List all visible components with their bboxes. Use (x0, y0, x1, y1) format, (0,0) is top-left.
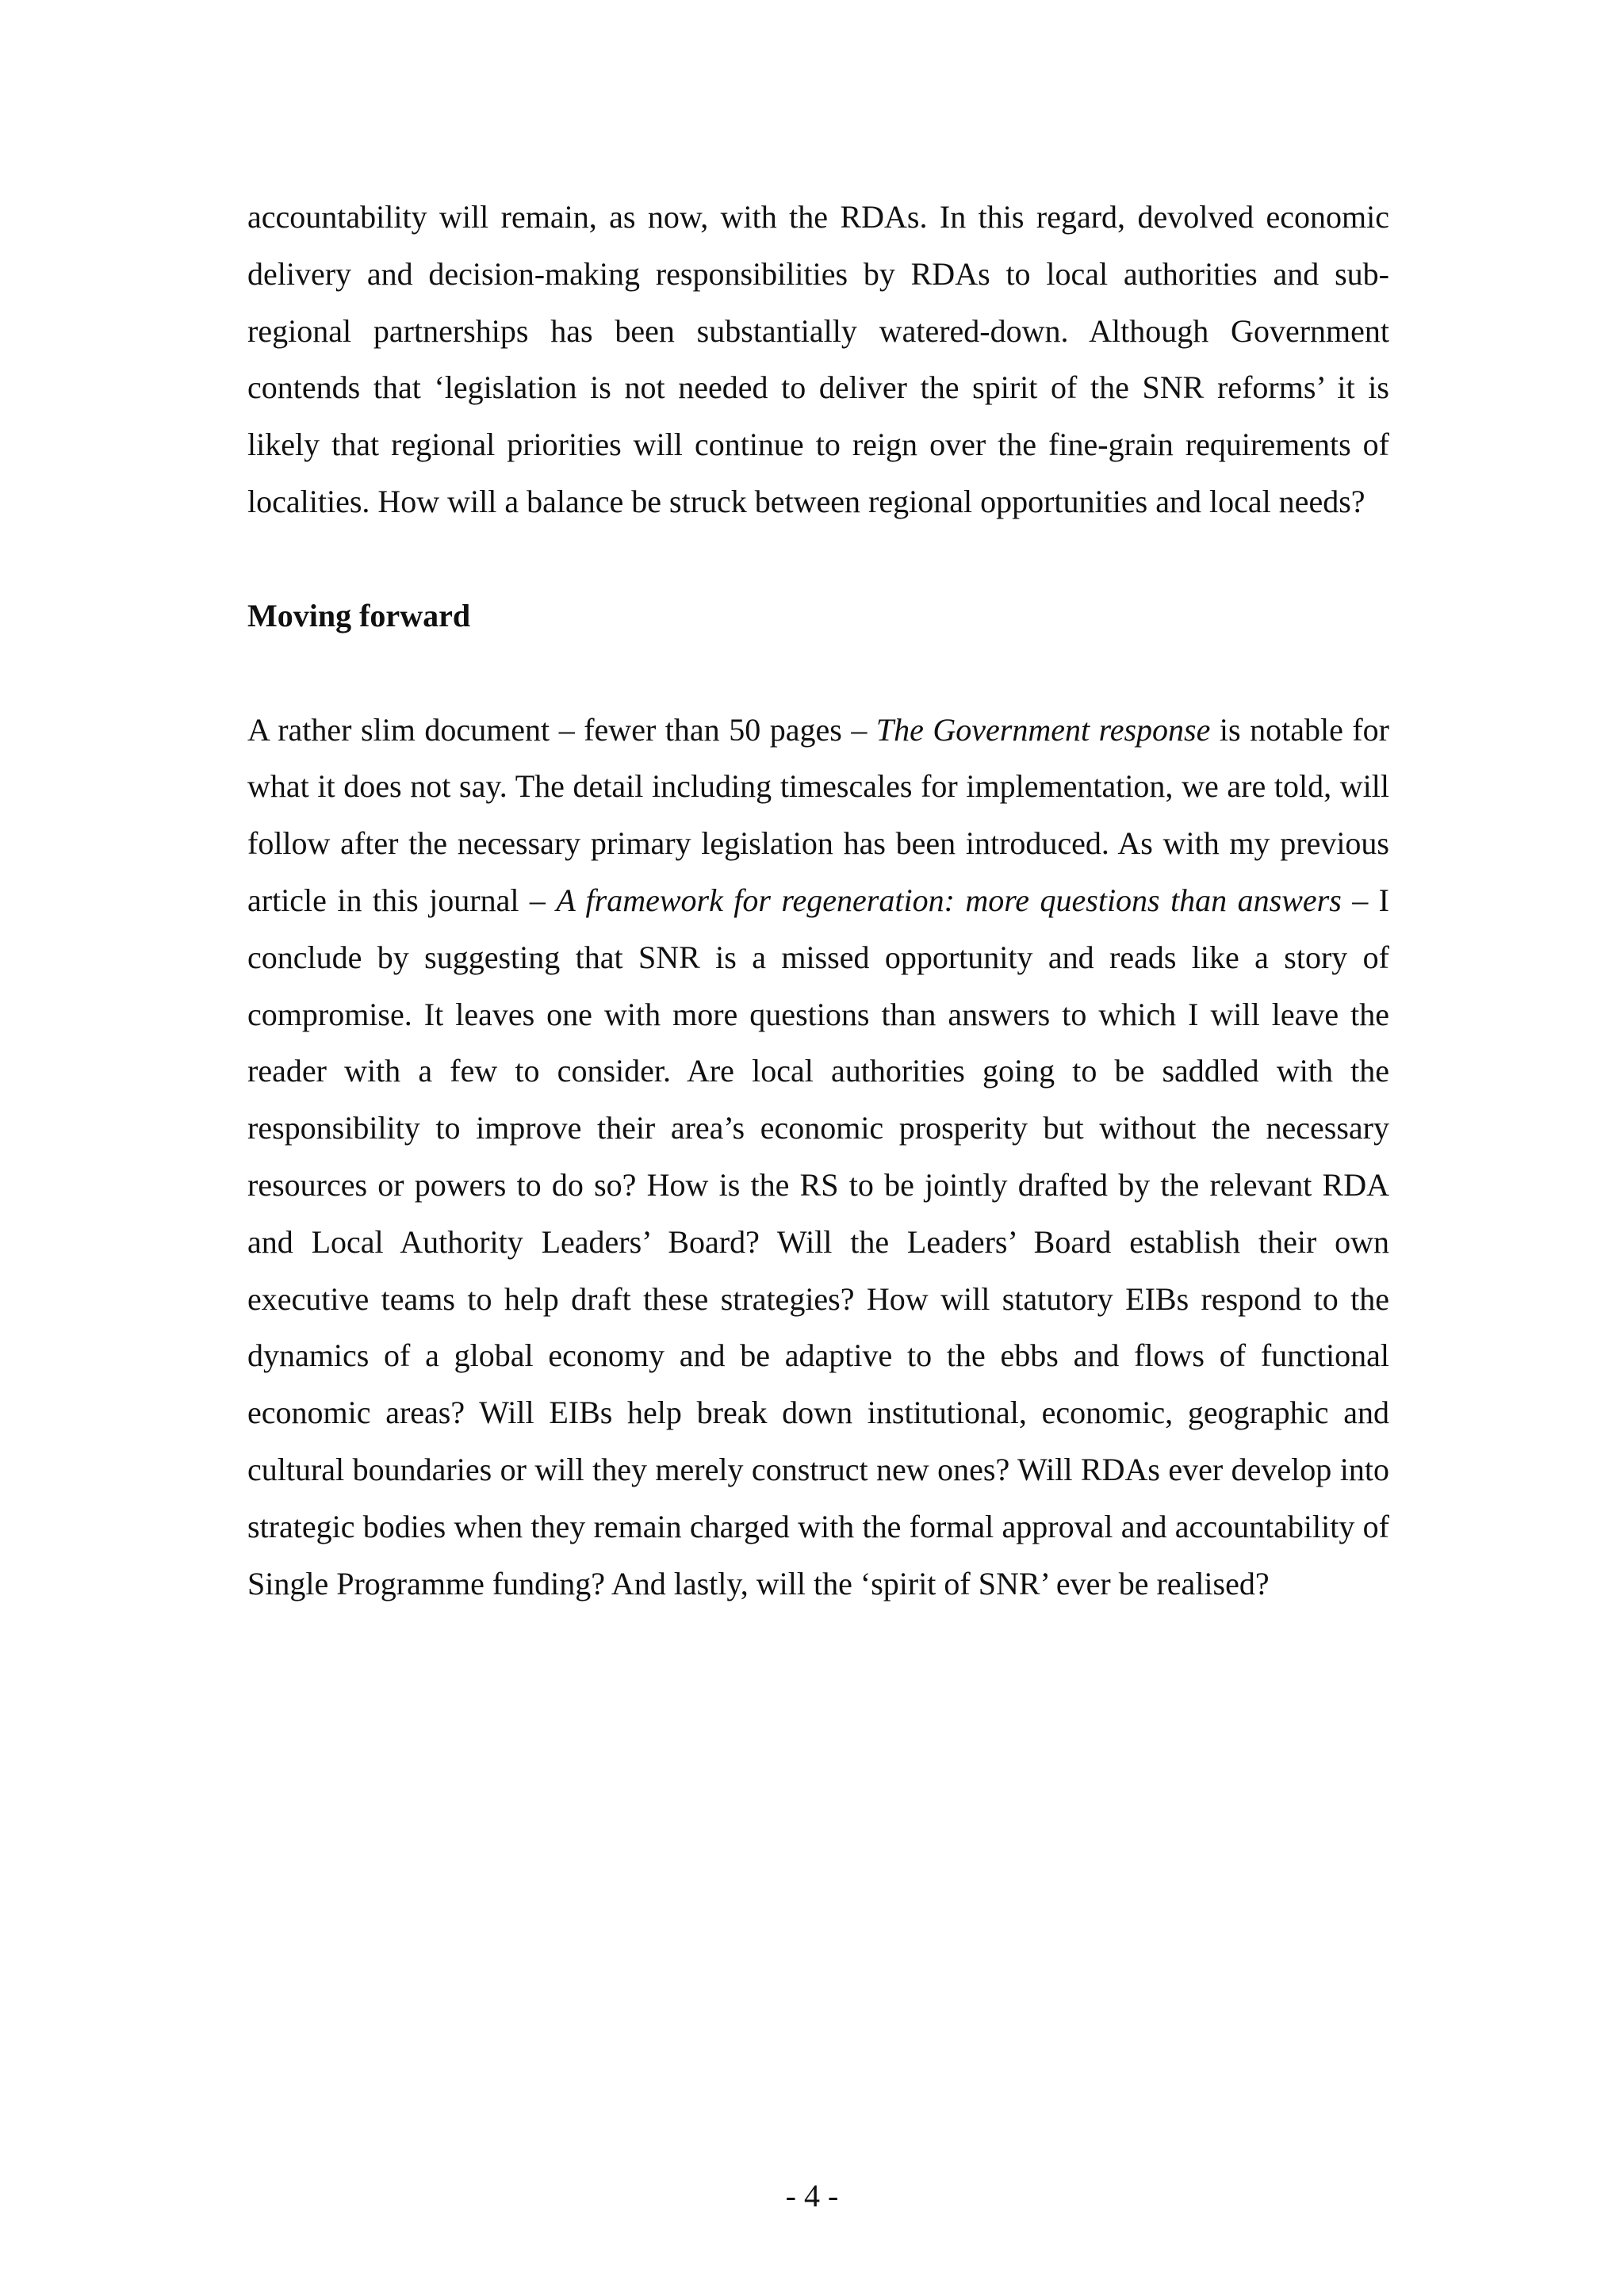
paragraph-accountability: accountability will remain, as now, with the RDAs. In this regard, devolved economic delivery and decision-making responsibilities by RDAs to local authorities and sub-regional partnerships has been substantially watered-down. Although Government contends that ‘legislation is not needed to deliver the spirit of the SNR reforms’ it is likely that regional priorities will continue to reign over the fine-grain requirements of localities. How will a balance be struck between regional opportunities and local needs? (247, 199, 1389, 519)
paragraph-text-segment: – I conclude by suggesting that SNR is a missed opportunity and reads like a story of compromise. It leaves one with more questions than answers to which I will leave the reader with a few to consider. Are local authorities going to be saddled with the responsibility to improve their area’s economic prosperity but without the necessary resources or powers to do so? How is the RS to be jointly drafted by the relevant RDA and Local Authority Leaders’ Board? Will the Leaders’ Board establish their own executive teams to help draft these strategies? How will statutory EIBs respond to the dynamics of a global economy and be adaptive to the ebbs and flows of functional economic areas? Will EIBs help break down institutional, economic, geographic and cultural boundaries or will they merely construct new ones? Will RDAs ever develop into strategic bodies when they remain charged with the formal approval and accountability of Single Programme funding? And lastly, will the ‘spirit of SNR’ ever be realised? (247, 882, 1389, 1601)
italic-title-government-response: The Government response (875, 711, 1211, 748)
paragraph-gap (247, 645, 1389, 702)
paragraph-gap (247, 530, 1389, 587)
section-heading: Moving forward (247, 597, 471, 633)
paragraph-text-segment: A rather slim document – fewer than 50 pages – (247, 711, 876, 748)
paragraph-text-segment: is notable for what it does not say. The detail including timescales for implementation, we are told, will follow after the necessary primary legislation has been introduced. As with my previous article in this journal – (247, 711, 1390, 918)
paragraph-moving-forward (247, 702, 1389, 1613)
page-content (247, 189, 1389, 1612)
italic-title-framework-article: A framework for regeneration: more questions than answers (556, 882, 1342, 918)
page-number: - 4 - (785, 2178, 839, 2214)
